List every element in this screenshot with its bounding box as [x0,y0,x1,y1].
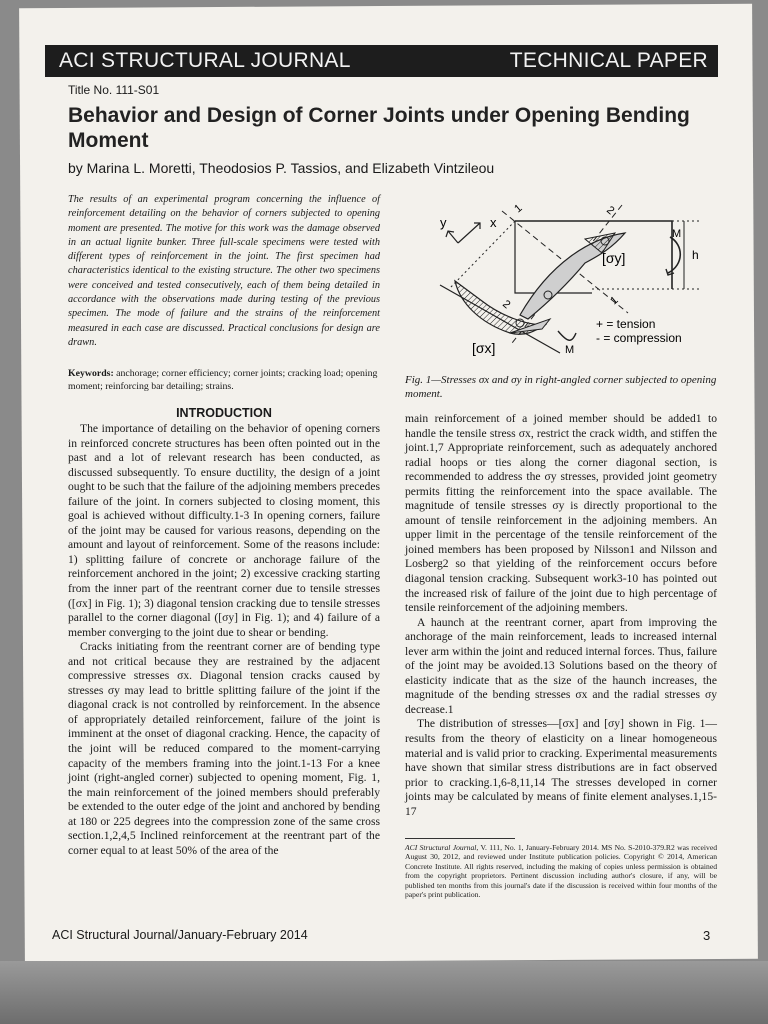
journal-banner [45,45,718,77]
author-list: by Marina L. Moretti, Theodosios P. Tassios, and Elizabeth Vintzileou [68,160,495,176]
legend-tension: + = tension [596,317,656,331]
notes-text: , V. 111, No. 1, January-February 2014. MS No. S-2010-379.R2 was received August 30, 2012, and reviewed under Institute publication policies. Copyright © 2014, American Concrete Institute. All rights reserved, including the making of copies unless permission is obtained from the copyright proprietors. Pertinent discussion including author's closure, if any, will be published ten months from this journal's date if the discussion is received within four months of the paper's print publication. [405,843,717,900]
paper-title: Behavior and Design of Corner Joints under Opening Bending Moment [68,104,690,152]
moment-arrow-bottom [558,331,576,340]
body-column-left [68,422,380,858]
paper-category: TECHNICAL PAPER [509,49,708,72]
journal-name: ACI STRUCTURAL JOURNAL [59,49,351,72]
body-paragraph: A haunch at the reentrant corner, apart from improving the anchorage of the main reinforcement, leads to increased internal lever arm within the joint and reduced internal forces. Thus, failure of the joint may be avoided.13 Solutions based on the theory of elasticity indicate that as the size of the haunch increases, the magnitude of the bending stresses σx and the radial stresses σy decrease.1 [405,615,717,716]
moment-label-bottom: M [565,344,575,356]
body-paragraph: The distribution of stresses—[σx] and [σy] shown in Fig. 1—results from the theory of elasticity on a linear homogeneous material and is valid prior to cracking. Experimental measurements have shown that similar stress distributions are in fact observed prior to cracking.1,6-8,11,14 The stresses developed in corner joints may be calculated by means of finite element analyses.1,15-17 [405,717,717,818]
axis-x-label: x [490,215,497,230]
body-paragraph: The importance of detailing on the behavior of opening corners in reinforced concrete structures has been often pointed out in the past and a lot of relevant research has been conducted, as discussed subsequently. To ensure ductility, the design of a joint ought to be such that the failure of the adjoining members precedes failure of the joint. In corners subjected to closing moment, this goal is achieved without difficulty.1-3 In opening corners, failure of the joint may be caused for various reasons, depending on the amount and layout of reinforcement. Some of the reasons include: 1) splitting failure of concrete or anchorage failure of the reinforcement anchored in the joint; 2) excessive cracking starting from the inner part of the reentrant corner due to tensile stresses ([σx] in Fig. 1); 3) diagonal tension cracking due to tensile stresses parallel to the corner diagonal ([σy] in Fig. 1); and 4) failure of a member converging to the joint due to shear or bending. [68,422,380,639]
keywords-text: anchorage; corner efficiency; corner joints; cracking load; opening moment; reinforcing bar detailing; strains. [68,368,378,392]
section-2-label-top: 2 [604,204,617,218]
legend-compression: - = compression [596,331,682,345]
sigma-x-label: [σx] [472,340,496,356]
keywords [68,368,380,393]
body-paragraph: main reinforcement of a joined member should be added1 to handle the tensile stress σx, restrict the crack width, and stiffen the joint.1,7 Appropriate reinforcement, such as adequately anchored radial hoops or ties along the corner diagonal section, is recommended to address the σy stresses, provided joint geometry permits fitting the reinforcement into the space available. The magnitude of tensile stresses σy is directly proportional to the amount of tensile reinforcement in the adjoining members. An upper limit in the percentage of the tensile reinforcement of the joined members has been proposed by Nilsson1 and Nilsson and Losberg2 so that yielding of the reinforcement occurs before diagonal tension cracking. Subsequent work3-10 has pointed out the increased risk of failure of the joint due to high percentage of tensile reinforcement of the adjoining members. [405,412,717,615]
section-heading-introduction: INTRODUCTION [176,406,272,420]
body-column-right [405,412,717,819]
publication-notes [405,843,717,899]
figure-caption: Fig. 1—Stresses σx and σy in right-angled corner subjected to opening moment. [405,374,717,400]
page-number: 3 [703,928,711,943]
figure-1-corner-diagram [400,193,720,373]
height-label: h [692,248,699,262]
body-paragraph: Cracks initiating from the reentrant corner are of bending type and not critical because they are restrained by the adjacent compressive stresses σx. Diagonal tension cracks caused by stresses σy may lead to brittle splitting failure of the joint if the diagonal crack is not controlled by reinforcement. In the absence of appropriately detailed reinforcement, failure of the joint is imminent at the onset of diagonal cracking. Hence, the capacity of the joint will be reduced compared to the moment-carrying capacity of the members framing into the joint.1-13 For a knee joint (right-angled corner) subjected to opening moment, Fig. 1, the main reinforcement of the joined members should preferably be extended to the outer edge of the joint and anchored by bending at 180 or 225 degrees into the compression zone of the same cross section.1,2,4,5 Inclined reinforcement at the reentrant part of the corner equal to at least 50% of the area of the [68,640,380,857]
running-footer: ACI Structural Journal/January-February 2014 [52,928,308,942]
moment-label-top: M [672,228,682,240]
section-1-label-top: 1 [512,202,525,216]
section-1-label-bottom: 1 [608,294,621,308]
axis-y-label: y [440,215,447,230]
footnote-divider [405,838,515,839]
title-number: Title No. 111-S01 [68,83,160,97]
abstract: The results of an experimental program concerning the influence of reinforcement detailing on the behavior of corners subjected to opening moment are presented. The motive for this work was the damage observed in an actual lignite bunker. Three full-scale specimens were tested with different types of reinforcement in the joint. The first specimen had characteristics identical to the existing structure. The other two specimens were conceived and tested consecutively, each of them being detailed in accordance with the observations made during testing of the previous specimen. The mode of failure and the strains of the reinforcement measured in each case are discussed. Practical conclusions for design are drawn. [68,194,380,348]
moment-arrow-top [668,237,680,273]
section-2-label-bottom: 2 [500,298,513,312]
sigma-y-label: [σy] [602,250,626,266]
sigma-y-distribution [520,233,625,319]
scanner-background [0,961,768,1024]
notes-journal-ref: ACI Structural Journal [405,843,477,852]
keywords-label: Keywords: [68,368,114,379]
